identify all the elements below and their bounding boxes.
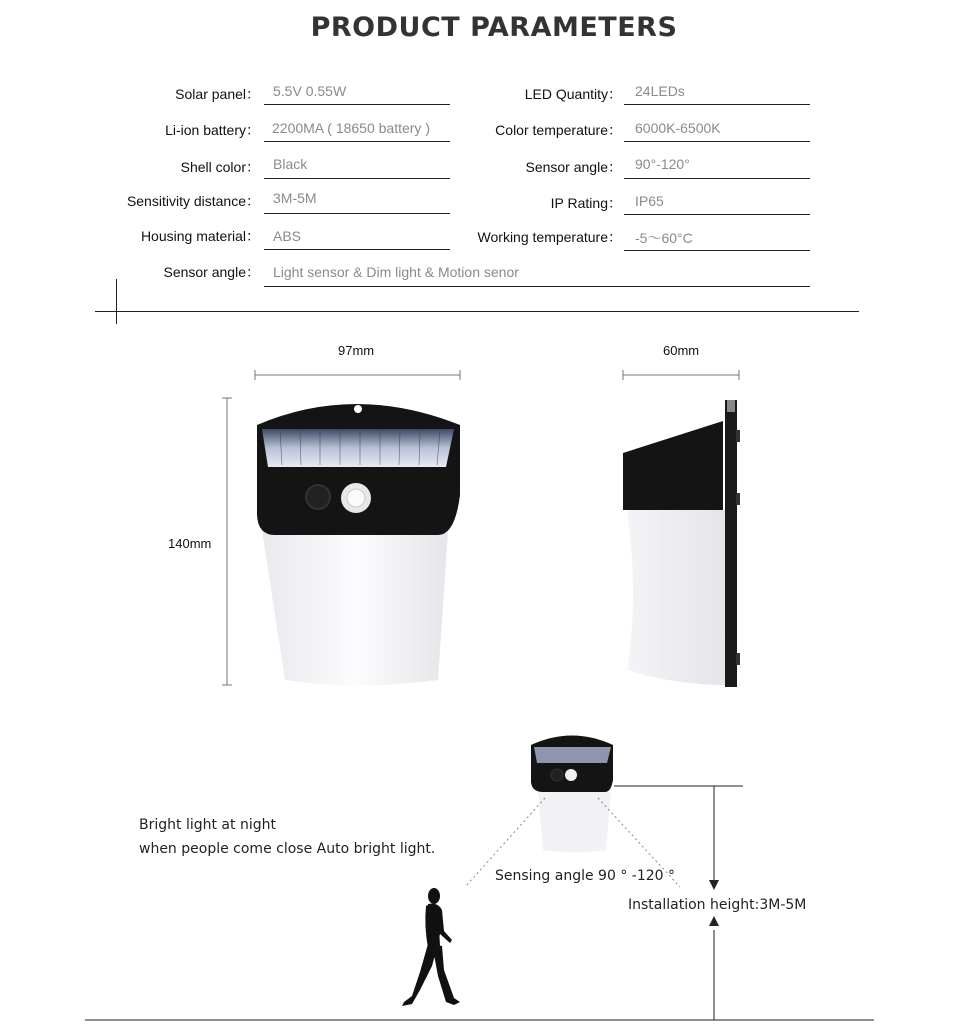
param-label: LED Quantity： (524, 86, 622, 102)
param-label: Sensor angle： (163, 264, 260, 280)
param-value: 5.5V 0.55W (273, 83, 347, 99)
param-label: Shell color： (180, 159, 260, 175)
installation-diagram (0, 720, 960, 1032)
param-label: Sensor angle： (525, 159, 622, 175)
person-walking-icon (398, 886, 468, 1011)
feature-caption-line2: when people come close Auto bright light. (139, 841, 436, 857)
width-dimension: 97mm (338, 343, 375, 358)
param-value: 2200MA ( 18650 battery ) (272, 120, 430, 136)
param-value: -5～60°C (635, 230, 693, 246)
lamp-front-view (250, 395, 470, 695)
param-label: IP Rating： (550, 195, 622, 211)
param-label: Sensitivity distance： (126, 193, 260, 209)
param-value: ABS (273, 228, 302, 244)
param-label: Working temperature： (477, 229, 622, 245)
param-value: IP65 (635, 193, 664, 209)
param-value: Black (273, 156, 308, 172)
param-value: 3M-5M (273, 190, 317, 206)
param-label: Color temperature： (495, 122, 622, 138)
lamp-side-view (615, 395, 750, 695)
param-value: 24LEDs (635, 83, 685, 99)
sensing-angle-label: Sensing angle 90 ° -120 ° (495, 868, 675, 884)
param-value: 90°-120° (635, 156, 690, 172)
param-label: Solar panel： (175, 86, 260, 102)
param-value: Light sensor & Dim light & Motion senor (273, 264, 519, 280)
param-label: Li-ion battery： (165, 122, 260, 138)
page-title: PRODUCT PARAMETERS (310, 12, 678, 43)
depth-dimension: 60mm (663, 343, 700, 358)
param-value: 6000K-6500K (635, 120, 721, 136)
installation-height-label: Installation height:3M-5M (628, 897, 807, 913)
height-dimension: 140mm (168, 536, 212, 551)
param-label: Housing material： (140, 228, 260, 244)
feature-caption-line1: Bright light at night (139, 817, 276, 833)
